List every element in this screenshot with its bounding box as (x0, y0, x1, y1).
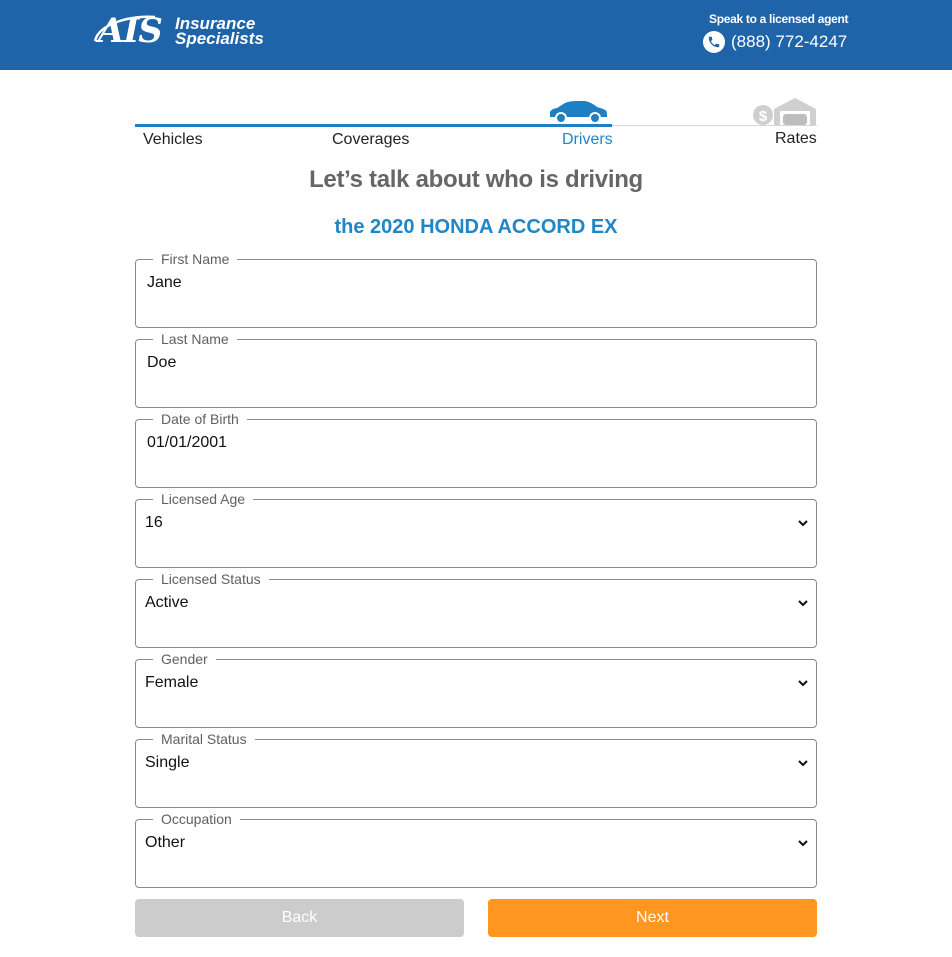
ais-logo[interactable] (93, 11, 288, 51)
gender-label: Gender (153, 650, 216, 668)
chevron-down-icon[interactable] (798, 599, 808, 607)
logo-line2: Specialists (175, 29, 264, 48)
chevron-down-icon[interactable] (798, 759, 808, 767)
step-coverages[interactable]: Coverages (332, 131, 410, 148)
step-vehicles[interactable]: Vehicles (143, 131, 203, 148)
agent-label: Speak to a licensed agent (709, 12, 849, 26)
site-header (0, 0, 952, 70)
page-title: Let’s talk about who is driving (309, 166, 643, 193)
step-rates: Rates (775, 130, 817, 147)
phone-link[interactable] (703, 31, 847, 53)
logo-line1: Insurance (175, 14, 256, 33)
back-button[interactable]: Back (135, 899, 464, 937)
first-name-label: First Name (153, 250, 237, 268)
occupation-select[interactable] (135, 811, 817, 888)
chevron-down-icon[interactable] (798, 519, 808, 527)
date-of-birth-value[interactable]: 01/01/2001 (147, 434, 228, 451)
svg-text:$: $ (758, 108, 768, 125)
date-of-birth-label: Date of Birth (153, 410, 247, 428)
phone-number: (888) 772-4247 (731, 32, 848, 51)
licensed-age-select[interactable] (135, 491, 817, 568)
marital-status-select[interactable] (135, 731, 817, 808)
car-icon (547, 100, 609, 124)
marital-status-label: Marital Status (153, 730, 255, 748)
licensed-status-value[interactable]: Active (145, 594, 189, 611)
last-name-value[interactable]: Doe (147, 354, 177, 371)
licensed-age-label: Licensed Age (153, 490, 253, 508)
licensed-status-label: Licensed Status (153, 570, 269, 588)
progress-fill (135, 124, 612, 127)
marital-status-value[interactable]: Single (145, 754, 190, 771)
progress-stepper (135, 95, 817, 155)
occupation-label: Occupation (153, 810, 240, 828)
occupation-value[interactable]: Other (145, 834, 186, 851)
phone-icon (703, 31, 725, 53)
logo-ais-text: AIS (98, 11, 162, 51)
chevron-down-icon[interactable] (798, 839, 808, 847)
chevron-down-icon[interactable] (798, 679, 808, 687)
step-drivers[interactable]: Drivers (562, 131, 613, 148)
dollar-garage-icon (752, 95, 818, 129)
next-button[interactable]: Next (488, 899, 817, 937)
last-name-label: Last Name (153, 330, 237, 348)
date-of-birth-field[interactable] (135, 411, 817, 488)
last-name-field[interactable] (135, 331, 817, 408)
vehicle-subtitle: the 2020 HONDA ACCORD EX (334, 216, 618, 238)
licensed-age-value[interactable]: 16 (145, 514, 163, 531)
first-name-value[interactable]: Jane (147, 274, 182, 291)
gender-value[interactable]: Female (145, 674, 199, 691)
gender-select[interactable] (135, 651, 817, 728)
licensed-status-select[interactable] (135, 571, 817, 648)
first-name-field[interactable] (135, 251, 817, 328)
